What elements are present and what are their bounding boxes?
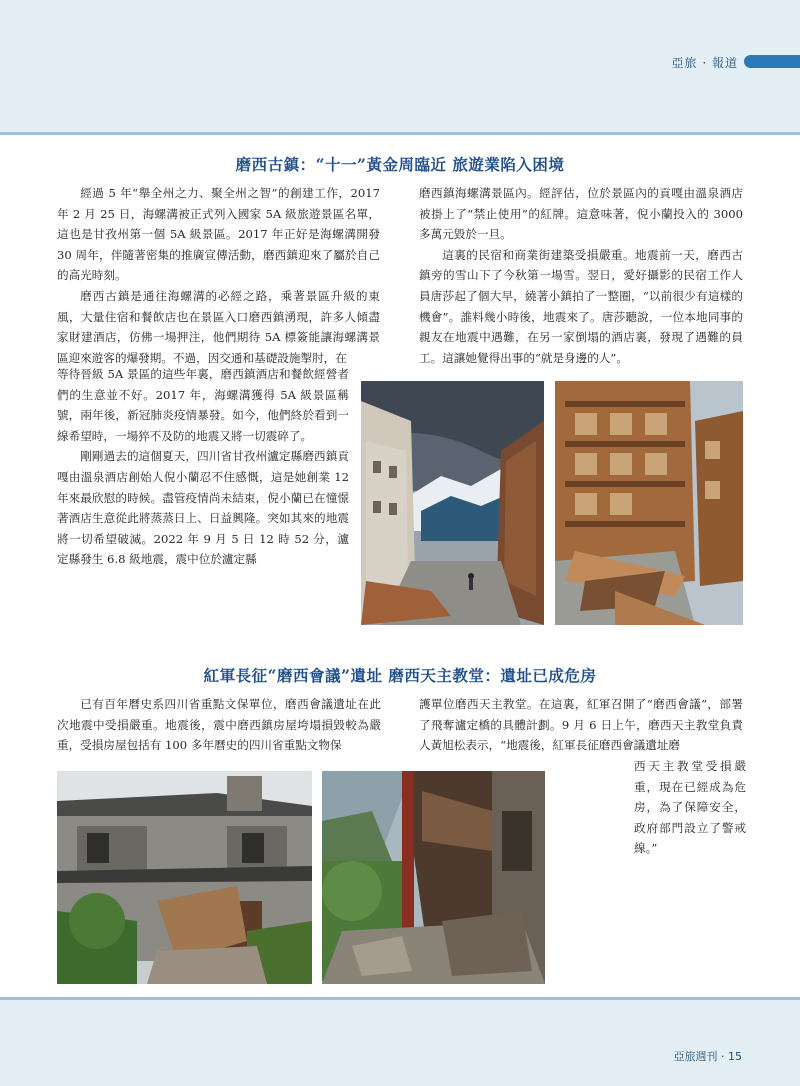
- article-1-column-1b: 等待晉級 5A 景區的這些年裏，磨西鎮酒店和餐飲經營者們的生意並不好。2017 年，海螺溝獲得 5A 級景區稱號，兩年後，新冠肺炎疫情暴發。如今，他們終於看到一線希望時，一場猝不及防的地震又將一切震碎了。 剛剛過去的這個夏天，四川省甘孜州瀘定縣磨西鎮貢嘎由溫泉酒店創始人倪小蘭忍不住感慨，這是她創業 12 年來最欣慰的時候。盡管疫情尚未結束，倪小蘭已在憧憬著酒店生意從此將蒸蒸日上、日益興隆。突如其來的地震將一切希望破滅。2022 年 9 月 5 日 12 時 52 分，瀘定縣發生 6.8 級地震，震中位於瀘定縣: [57, 367, 349, 567]
- article-2-column-2b: 西天主教堂受損嚴重，現在已經成為危房，為了保障安全，政府部門設立了警戒線。”: [634, 759, 746, 856]
- paragraph: 經過 5 年“舉全州之力、聚全州之智”的創建工作，2017 年 2 月 25 日，海螺溝被正式列入國家 5A 級旅遊景區名單，這也是甘孜州第一個 5A 級景區。2017 年正好是海螺溝開發 30 周年，伴隨著密集的推廣宣傳活動，磨西鎮迎來了屬於自己的高光時刻。: [57, 186, 380, 283]
- section-label: 亞旅 · 報道: [671, 56, 738, 70]
- photo-debris-corridor: [322, 771, 545, 984]
- article-2-column-1: 已有百年曆史系四川省重點文保單位，磨西會議遺址在此次地震中受損嚴重。地震後，震中磨西鎮房屋垮塌損毀較為嚴重，受損房屋包括有 100 多年曆史的四川省重點文物保: [57, 697, 381, 753]
- photo-collapsed-wooden-building: [555, 381, 743, 625]
- section-label-bar: [760, 55, 800, 68]
- paragraph: 磨西古鎮是通往海螺溝的必經之路，乘著景區升級的東風，大量住宿和餐飲店也在景區入口磨西鎮湧現，許多人傾盡家財建酒店，仿佛一場押注，他們期待 5A 標簽能讓海螺溝景區迎來遊客的爆發期。不過，因交通和基礎設施掣肘，在: [57, 288, 380, 365]
- section-label-pill: [744, 55, 760, 68]
- article-2-title: 紅軍長征“磨西會議”遺址 磨西天主教堂：遺址已成危房: [203, 666, 597, 685]
- photo-damaged-church: [57, 771, 312, 984]
- photo-street-snow-mountain: [361, 381, 544, 625]
- article-1-column-2: 磨西鎮海螺溝景區內。經評估，位於景區內的貢嘎由溫泉酒店被掛上了“禁止使用”的紅牌。這意味著，倪小蘭投入的 3000 多萬元毀於一旦。 這裏的民宿和商業街建築受損嚴重。地震前一天，磨西古鎮旁的雪山下了今秋第一場雪。翌日，愛好攝影的民宿工作人員唐莎起了個大早，繞著小鎮拍了一整圈，“以前很少有這樣的機會”。誰料幾小時後，地震來了。唐莎聽說，一位本地同事的親友在地震中遇難，在另一家倒塌的酒店裏，發現了遇難的員工。這讓她覺得出事的“就是身邊的人”。: [419, 183, 743, 368]
- article-1-title: 磨西古鎮：“十一”黃金周臨近 旅遊業陷入困境: [235, 155, 565, 174]
- bottom-rule: [0, 997, 800, 1000]
- article-2-column-2: 護單位磨西天主教堂。在這裏，紅軍召開了“磨西會議”，部署了飛奪瀘定橋的具體計劃。9 月 6 日上午，磨西天主教堂負責人黃旭松表示，“地震後，紅軍長征磨西會議遺址磨: [419, 697, 743, 753]
- article-1-column-1a: [57, 183, 380, 368]
- page-footer: 亞旅週刊 · 15: [673, 1050, 742, 1063]
- paragraph: 這裏的民宿和商業街建築受損嚴重。地震前一天，磨西古鎮旁的雪山下了今秋第一場雪。翌日，愛好攝影的民宿工作人員唐莎起了個大早，繞著小鎮拍了一整圈，“以前很少有這樣的機會”。誰料幾小時後，地震來了。唐莎聽說，一位本地同事的親友在地震中遇難，在另一家倒塌的酒店裏，發現了遇難的員工。這讓她覺得出事的“就是身邊的人”。: [419, 247, 743, 365]
